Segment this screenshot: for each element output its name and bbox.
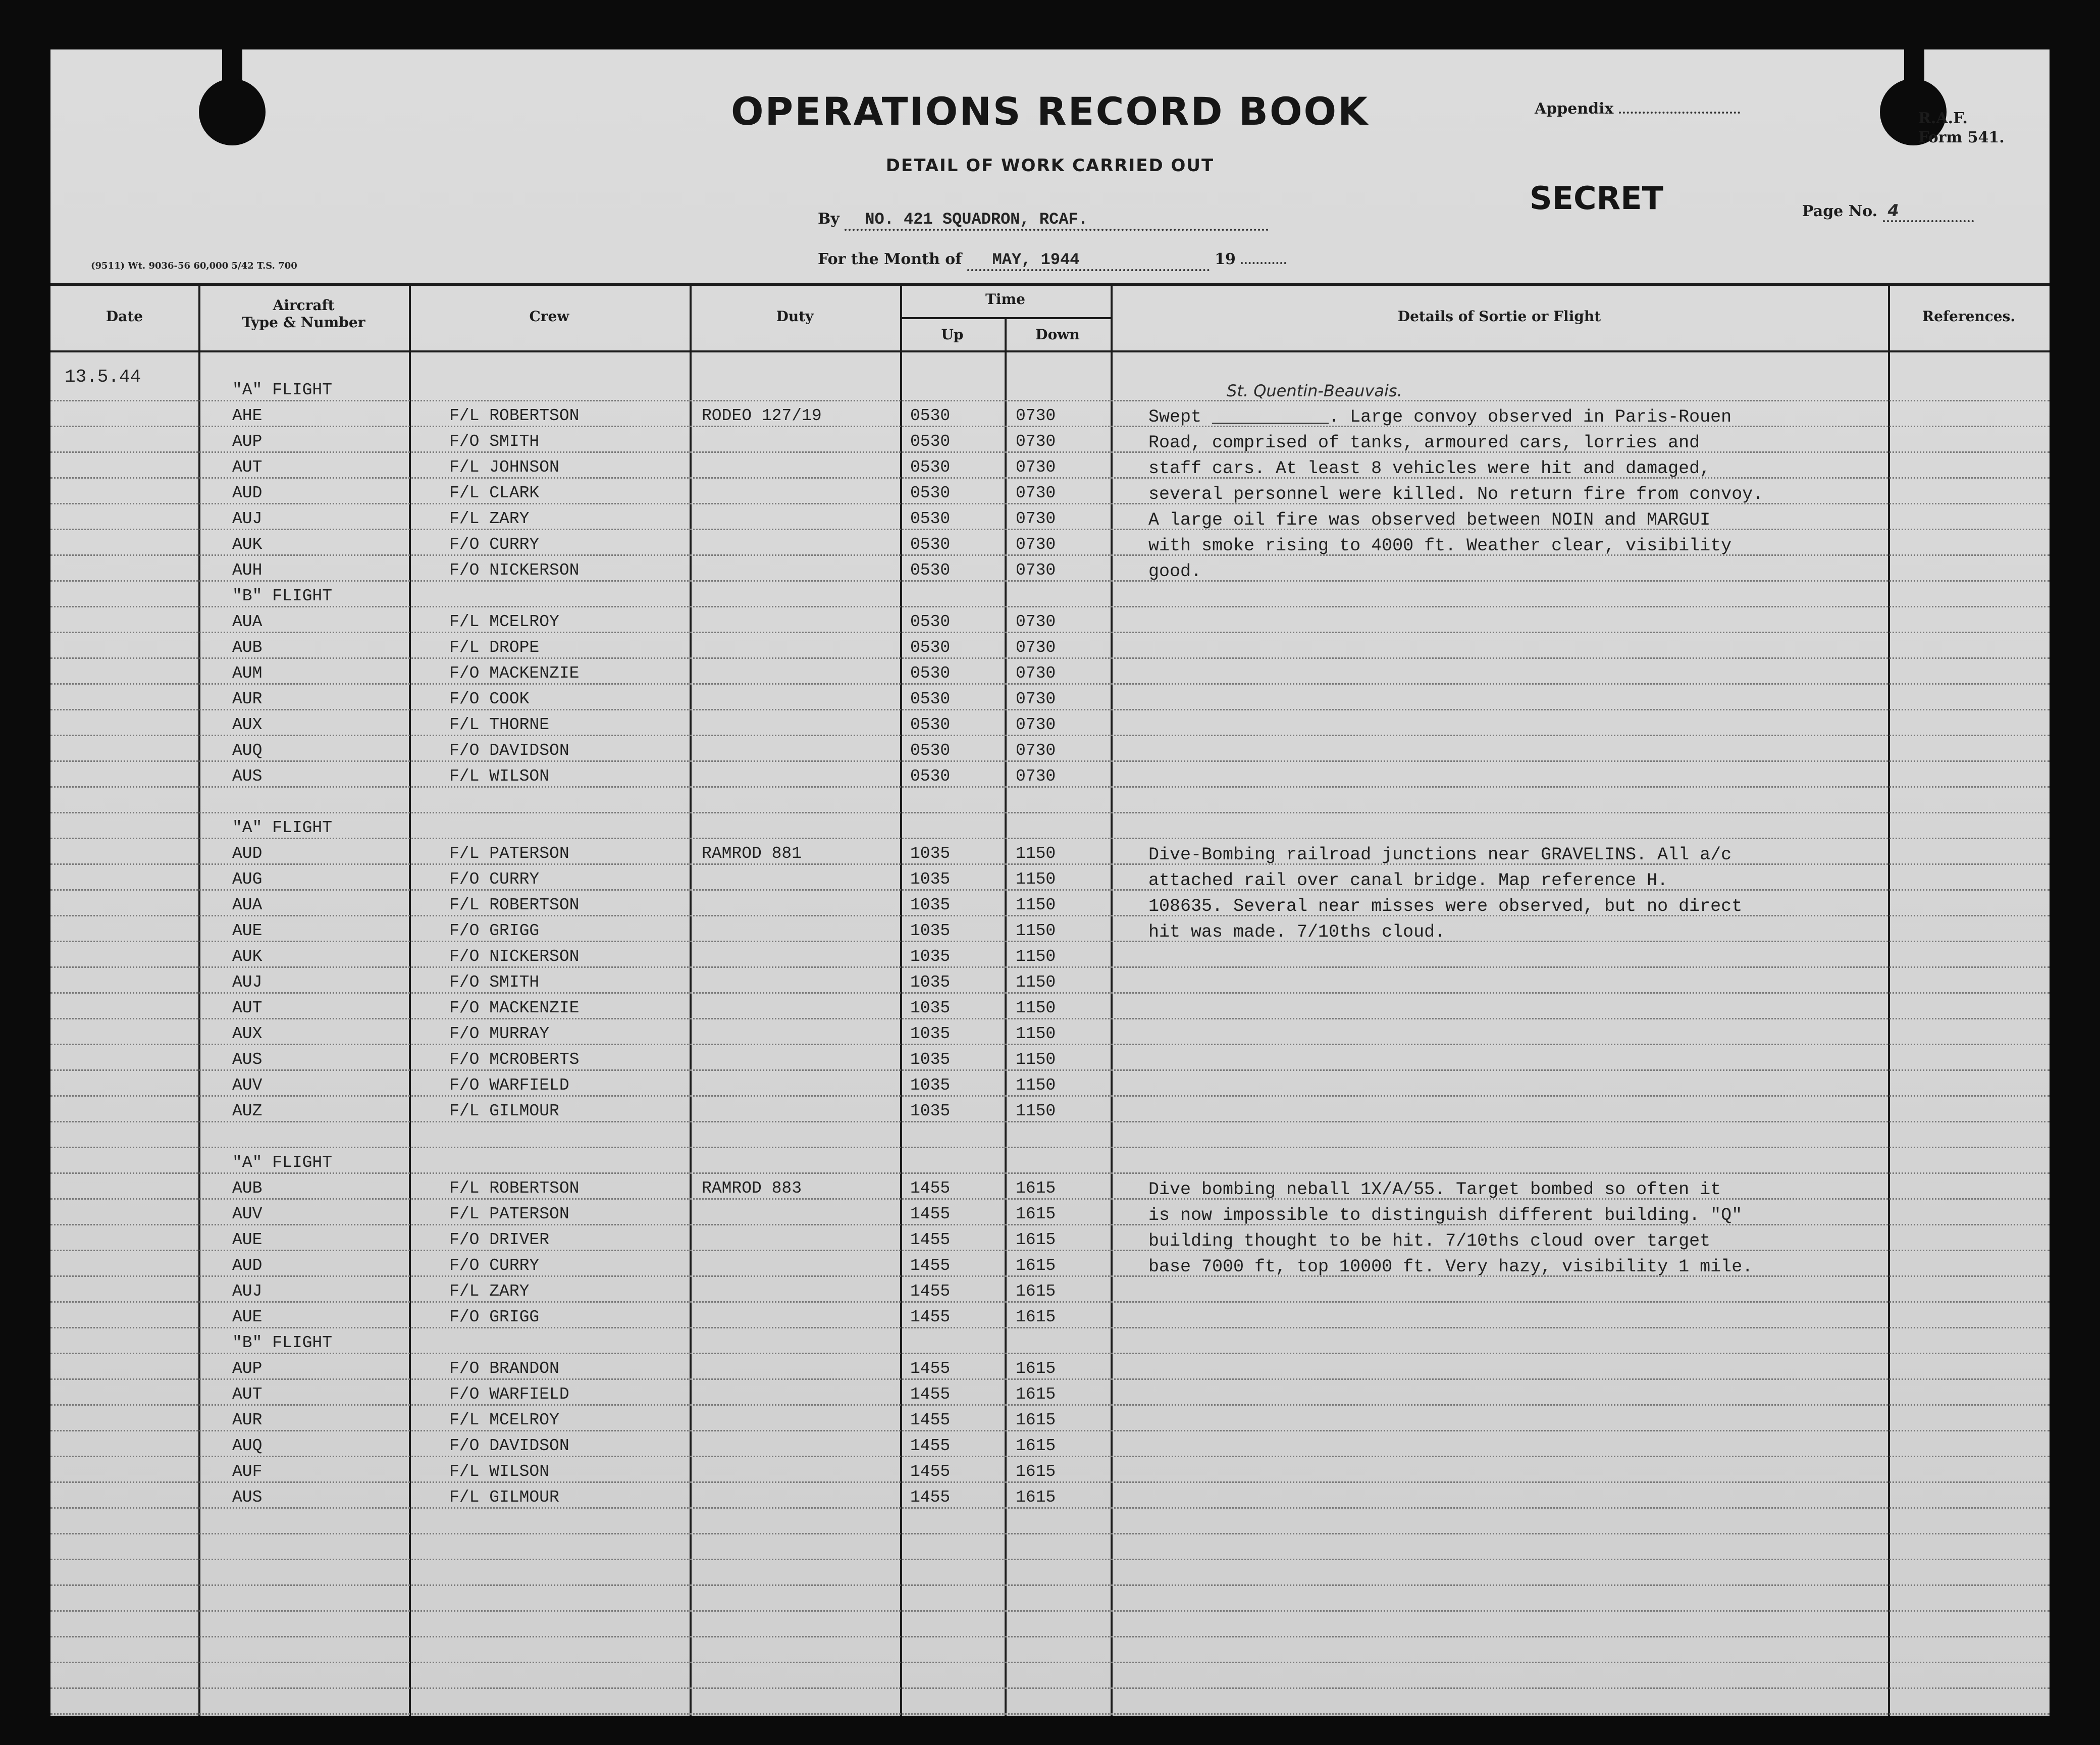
table-top-rule — [50, 283, 2050, 286]
aircraft-cell: AUD — [232, 1256, 262, 1275]
time-down-cell: 0730 — [1016, 484, 1056, 502]
form-title: OPERATIONS RECORD BOOK — [730, 89, 1370, 134]
crew-cell: F/O DRIVER — [449, 1230, 550, 1249]
time-down-cell: 0730 — [1016, 509, 1056, 528]
aircraft-cell: "A" FLIGHT — [232, 818, 333, 837]
ruled-line — [50, 1095, 2050, 1097]
crew-cell: F/O COOK — [449, 690, 530, 708]
ruled-line — [50, 477, 2050, 479]
ruled-line — [50, 1662, 2050, 1663]
aircraft-cell: AUS — [232, 1488, 262, 1507]
crew-cell: F/L ZARY — [449, 1282, 530, 1301]
aircraft-cell: AUX — [232, 715, 262, 734]
time-up-cell: 1035 — [910, 1102, 951, 1120]
col-time: Time — [985, 291, 1025, 307]
ruled-line — [50, 1713, 2050, 1715]
col-date: Date — [106, 308, 143, 325]
ruled-line — [50, 786, 2050, 788]
time-up-cell: 1035 — [910, 844, 951, 863]
aircraft-cell: AUT — [232, 999, 262, 1017]
aircraft-cell: AUX — [232, 1024, 262, 1043]
crew-cell: F/O WARFIELD — [449, 1385, 569, 1404]
time-down-cell: 1615 — [1016, 1436, 1056, 1455]
crew-cell: F/O CURRY — [449, 870, 540, 889]
time-up-cell: 1035 — [910, 947, 951, 966]
detail-line: good. — [1148, 561, 1202, 582]
crew-cell: F/L ROBERTSON — [449, 406, 580, 425]
time-up-cell: 1035 — [910, 999, 951, 1017]
ruled-line — [50, 1481, 2050, 1483]
duty-cell: RAMROD 881 — [702, 844, 802, 863]
page-label: Page No. — [1802, 202, 1878, 220]
col-details: Details of Sortie or Flight — [1397, 308, 1601, 325]
crew-cell: F/O MURRAY — [449, 1024, 550, 1043]
ruled-line — [50, 400, 2050, 401]
time-up-cell: 0530 — [910, 638, 951, 657]
aircraft-cell: AUG — [232, 870, 262, 889]
ruled-line — [50, 1559, 2050, 1560]
aircraft-cell: AUE — [232, 1230, 262, 1249]
time-down-cell: 0730 — [1016, 664, 1056, 683]
crew-cell: F/O BRANDON — [449, 1359, 559, 1378]
time-up-cell: 0530 — [910, 715, 951, 734]
crew-cell: F/L THORNE — [449, 715, 550, 734]
detail-line: with smoke rising to 4000 ft. Weather clear, visibility — [1148, 536, 1732, 556]
year-blank — [1241, 262, 1286, 264]
aircraft-cell: AUF — [232, 1462, 262, 1481]
form-number-line2: Form 541. — [1918, 129, 2005, 146]
time-up-cell: 1035 — [910, 870, 951, 889]
crew-cell: F/L JOHNSON — [449, 458, 559, 477]
detail-line: 108635. Several near misses were observed, but no direct — [1148, 896, 1743, 916]
time-up-cell: 0530 — [910, 406, 951, 425]
time-down-cell: 1615 — [1016, 1282, 1056, 1301]
crew-cell: F/O NICKERSON — [449, 947, 580, 966]
crew-cell: F/L PATERSON — [449, 844, 569, 863]
aircraft-cell: AUA — [232, 896, 262, 914]
time-down-cell: 1615 — [1016, 1205, 1056, 1223]
crew-cell: F/L GILMOUR — [449, 1488, 559, 1507]
aircraft-cell: AUJ — [232, 973, 262, 992]
aircraft-cell: AUA — [232, 612, 262, 631]
time-down-cell: 0730 — [1016, 767, 1056, 786]
col-divider-3 — [690, 283, 692, 1716]
aircraft-cell: AUD — [232, 484, 262, 502]
aircraft-cell: AUT — [232, 1385, 262, 1404]
time-down-cell: 1150 — [1016, 896, 1056, 914]
time-down-cell: 1615 — [1016, 1230, 1056, 1249]
aircraft-cell: "A" FLIGHT — [232, 381, 333, 399]
detail-line: Road, comprised of tanks, armoured cars, lorries and — [1148, 433, 1700, 453]
ruled-line — [50, 1301, 2050, 1303]
time-up-cell: 1455 — [910, 1385, 951, 1404]
ruled-line — [50, 1507, 2050, 1509]
crew-cell: F/O SMITH — [449, 973, 540, 992]
ruled-line — [50, 966, 2050, 968]
ruled-line — [50, 1353, 2050, 1354]
time-up-cell: 0530 — [910, 690, 951, 708]
time-up-cell: 0530 — [910, 741, 951, 760]
aircraft-cell: AUR — [232, 690, 262, 708]
time-down-cell: 0730 — [1016, 458, 1056, 477]
aircraft-cell: AUK — [232, 535, 262, 554]
col-divider-6 — [1111, 283, 1113, 1716]
time-down-cell: 1615 — [1016, 1462, 1056, 1481]
ruled-line — [50, 1069, 2050, 1071]
print-code: (9511) Wt. 9036-56 60,000 5/42 T.S. 700 — [91, 261, 297, 271]
col-up: Up — [941, 326, 964, 343]
crew-cell: F/L ZARY — [449, 509, 530, 528]
crew-cell: F/O WARFIELD — [449, 1076, 569, 1095]
ruled-line — [50, 1584, 2050, 1586]
aircraft-cell: AUE — [232, 1308, 262, 1326]
time-up-cell: 0530 — [910, 535, 951, 554]
aircraft-cell: AUP — [232, 1359, 262, 1378]
ruled-line — [50, 709, 2050, 710]
time-up-cell: 0530 — [910, 612, 951, 631]
time-up-cell: 0530 — [910, 484, 951, 502]
ruled-line — [50, 863, 2050, 865]
ruled-line — [50, 426, 2050, 427]
aircraft-cell: AUP — [232, 432, 262, 451]
detail-line: Dive-Bombing railroad junctions near GRAVELINS. All a/c — [1148, 845, 1732, 865]
time-up-cell: 1455 — [910, 1436, 951, 1455]
ruled-line — [50, 941, 2050, 942]
year-suffix: 19 — [1215, 250, 1236, 268]
time-up-cell: 1455 — [910, 1359, 951, 1378]
ruled-line — [50, 451, 2050, 453]
time-down-cell: 1615 — [1016, 1256, 1056, 1275]
month-label: For the Month of — [818, 250, 962, 268]
entry-date: 13.5.44 — [65, 367, 141, 387]
month-value: MAY, 1944 — [967, 250, 1210, 271]
col-crew: Crew — [529, 308, 569, 325]
time-down-cell: 1150 — [1016, 1076, 1056, 1095]
ruled-line — [50, 1044, 2050, 1045]
time-down-cell: 0730 — [1016, 638, 1056, 657]
ruled-line — [50, 760, 2050, 762]
time-down-cell: 1150 — [1016, 1050, 1056, 1069]
crew-cell: F/O MACKENZIE — [449, 999, 580, 1017]
time-down-cell: 1615 — [1016, 1308, 1056, 1326]
col-divider-5 — [1005, 317, 1007, 1716]
crew-cell: F/L PATERSON — [449, 1205, 569, 1223]
ruled-line — [50, 1224, 2050, 1225]
detail-line: Swept ___________. Large convoy observed in Paris-Rouen — [1148, 407, 1732, 427]
detail-line: several personnel were killed. No return fire from convoy. — [1148, 484, 1764, 504]
crew-cell: F/O MACKENZIE — [449, 664, 580, 683]
ruled-line — [50, 554, 2050, 556]
ruled-line — [50, 1198, 2050, 1200]
time-down-cell: 0730 — [1016, 561, 1056, 580]
ruled-line — [50, 838, 2050, 839]
time-up-cell: 1035 — [910, 973, 951, 992]
ruled-line — [50, 1404, 2050, 1406]
aircraft-cell: AUJ — [232, 509, 262, 528]
time-up-cell: 1035 — [910, 896, 951, 914]
crew-cell: F/L MCELROY — [449, 1411, 559, 1429]
appendix-blank — [1619, 112, 1740, 114]
time-up-cell: 0530 — [910, 432, 951, 451]
appendix-label: Appendix — [1535, 100, 1614, 118]
crew-cell: F/L GILMOUR — [449, 1102, 559, 1120]
aircraft-cell: AHE — [232, 406, 262, 425]
time-up-cell: 1455 — [910, 1179, 951, 1198]
time-down-cell: 0730 — [1016, 612, 1056, 631]
page-number: 4 — [1883, 201, 1974, 222]
time-down-cell: 0730 — [1016, 406, 1056, 425]
ruled-line — [50, 1327, 2050, 1328]
ruled-line — [50, 915, 2050, 916]
record-sheet — [50, 49, 2050, 1716]
time-up-cell: 1455 — [910, 1205, 951, 1223]
time-down-cell: 1615 — [1016, 1385, 1056, 1404]
crew-cell: F/O GRIGG — [449, 1308, 540, 1326]
aircraft-cell: AUS — [232, 767, 262, 786]
duty-cell: RODEO 127/19 — [702, 406, 822, 425]
aircraft-cell: AUB — [232, 1179, 262, 1198]
crew-cell: F/O CURRY — [449, 1256, 540, 1275]
time-down-cell: 0730 — [1016, 741, 1056, 760]
time-down-cell: 1150 — [1016, 844, 1056, 863]
crew-cell: F/O MCROBERTS — [449, 1050, 580, 1069]
time-down-cell: 1150 — [1016, 1102, 1056, 1120]
ruled-line — [50, 1430, 2050, 1431]
crew-cell: F/O SMITH — [449, 432, 540, 451]
ruled-line — [50, 606, 2050, 607]
form-subtitle: DETAIL OF WORK CARRIED OUT — [885, 156, 1215, 176]
aircraft-cell: AUT — [232, 458, 262, 477]
col-aircraft — [198, 297, 409, 331]
aircraft-cell: AUQ — [232, 741, 262, 760]
col-duty: Duty — [776, 308, 814, 325]
time-up-cell: 0530 — [910, 509, 951, 528]
time-down-cell: 0730 — [1016, 690, 1056, 708]
aircraft-cell: AUH — [232, 561, 262, 580]
time-down-cell: 1150 — [1016, 1024, 1056, 1043]
aircraft-cell: "A" FLIGHT — [232, 1153, 333, 1172]
time-down-cell: 1615 — [1016, 1179, 1056, 1198]
by-label: By — [818, 210, 839, 228]
ruled-line — [50, 992, 2050, 994]
time-down-cell: 1615 — [1016, 1411, 1056, 1429]
time-down-cell: 0730 — [1016, 432, 1056, 451]
time-up-cell: 1455 — [910, 1230, 951, 1249]
aircraft-cell: AUJ — [232, 1282, 262, 1301]
aircraft-cell: AUM — [232, 664, 262, 683]
col-divider-2 — [409, 283, 411, 1716]
ruled-line — [50, 1687, 2050, 1689]
crew-cell: F/L ROBERTSON — [449, 896, 580, 914]
detail-line: building thought to be hit. 7/10ths cloud over target — [1148, 1231, 1711, 1251]
col-divider-1 — [198, 283, 200, 1716]
ruled-line — [50, 1172, 2050, 1174]
ruled-line — [50, 1610, 2050, 1612]
aircraft-cell: AUE — [232, 921, 262, 940]
col-divider-7 — [1888, 283, 1890, 1716]
time-up-cell: 0530 — [910, 458, 951, 477]
ruled-line — [50, 1250, 2050, 1251]
col-aircraft-line1: Aircraft — [273, 297, 335, 314]
detail-line: staff cars. At least 8 vehicles were hit and damaged, — [1148, 458, 1711, 479]
time-down-cell: 1150 — [1016, 973, 1056, 992]
time-up-cell: 1035 — [910, 1050, 951, 1069]
crew-cell: F/O GRIGG — [449, 921, 540, 940]
time-up-cell: 1035 — [910, 921, 951, 940]
crew-cell: F/O DAVIDSON — [449, 741, 569, 760]
ruled-line — [50, 683, 2050, 685]
detail-line: base 7000 ft, top 10000 ft. Very hazy, visibility 1 mile. — [1148, 1257, 1753, 1277]
detail-line: hit was made. 7/10ths cloud. — [1148, 922, 1446, 942]
time-up-cell: 0530 — [910, 767, 951, 786]
time-down-cell: 1150 — [1016, 999, 1056, 1017]
detail-line: is now impossible to distinguish different building. "Q" — [1148, 1205, 1743, 1225]
ruled-line — [50, 632, 2050, 633]
crew-cell: F/O DAVIDSON — [449, 1436, 569, 1455]
ruled-line — [50, 1456, 2050, 1457]
ruled-line — [50, 735, 2050, 736]
ruled-line — [50, 1378, 2050, 1380]
duty-cell: RAMROD 883 — [702, 1179, 802, 1198]
time-up-cell: 1455 — [910, 1282, 951, 1301]
month-field — [818, 250, 1286, 271]
detail-line: A large oil fire was observed between NOIN and MARGUI — [1148, 510, 1711, 530]
aircraft-cell: "B" FLIGHT — [232, 1333, 333, 1352]
ruled-line — [50, 1147, 2050, 1148]
time-up-cell: 1035 — [910, 1076, 951, 1095]
time-up-cell: 1455 — [910, 1462, 951, 1481]
crew-cell: F/O NICKERSON — [449, 561, 580, 580]
appendix-field — [1535, 100, 1740, 118]
detail-line: Dive bombing neball 1X/A/55. Target bombed so often it — [1148, 1179, 1721, 1200]
crew-cell: F/L MCELROY — [449, 612, 559, 631]
header-bottom-rule — [50, 350, 2050, 352]
crew-cell: F/L ROBERTSON — [449, 1179, 580, 1198]
col-references: References. — [1922, 308, 2016, 325]
page-field — [1802, 201, 1974, 222]
ruled-line — [50, 529, 2050, 530]
aircraft-cell: AUV — [232, 1205, 262, 1223]
time-up-cell: 0530 — [910, 561, 951, 580]
ruled-line — [50, 889, 2050, 891]
time-down-cell: 1150 — [1016, 870, 1056, 889]
by-field — [818, 210, 1269, 231]
time-up-cell: 1455 — [910, 1411, 951, 1429]
crew-cell: F/L CLARK — [449, 484, 540, 502]
crew-cell: F/O CURRY — [449, 535, 540, 554]
aircraft-cell: AUQ — [232, 1436, 262, 1455]
aircraft-cell: "B" FLIGHT — [232, 587, 333, 605]
col-down: Down — [1035, 326, 1080, 343]
aircraft-cell: AUV — [232, 1076, 262, 1095]
form-number — [1918, 109, 2005, 147]
time-down-cell: 1150 — [1016, 921, 1056, 940]
col-aircraft-line2: Type & Number — [242, 314, 365, 331]
aircraft-cell: AUB — [232, 638, 262, 657]
time-up-cell: 1455 — [910, 1488, 951, 1507]
col-divider-4 — [900, 283, 902, 1716]
crew-cell: F/L WILSON — [449, 767, 550, 786]
ruled-line — [50, 812, 2050, 813]
classification-stamp: SECRET — [1530, 180, 1663, 217]
crew-cell: F/L WILSON — [449, 1462, 550, 1481]
detail-line: attached rail over canal bridge. Map reference H. — [1148, 870, 1668, 891]
ruled-line — [50, 1121, 2050, 1122]
time-down-cell: 1615 — [1016, 1359, 1056, 1378]
unit-value: NO. 421 SQUADRON, RCAF. — [845, 210, 1269, 231]
crew-cell: F/L DROPE — [449, 638, 540, 657]
aircraft-cell: AUK — [232, 947, 262, 966]
aircraft-cell: AUZ — [232, 1102, 262, 1120]
time-up-cell: 0530 — [910, 664, 951, 683]
ruled-line — [50, 657, 2050, 659]
time-down-cell: 1615 — [1016, 1488, 1056, 1507]
time-up-cell: 1035 — [910, 1024, 951, 1043]
aircraft-cell: AUR — [232, 1411, 262, 1429]
ruled-line — [50, 580, 2050, 582]
ruled-line — [50, 1018, 2050, 1019]
aircraft-cell: AUS — [232, 1050, 262, 1069]
aircraft-cell: AUD — [232, 844, 262, 863]
time-down-cell: 1150 — [1016, 947, 1056, 966]
time-down-cell: 0730 — [1016, 715, 1056, 734]
ruled-line — [50, 1533, 2050, 1534]
handwritten-annotation: St. Quentin-Beauvais. — [1227, 381, 1402, 400]
time-up-cell: 1455 — [910, 1308, 951, 1326]
time-up-cell: 1455 — [910, 1256, 951, 1275]
ruled-line — [50, 1636, 2050, 1637]
form-number-line1: R.A.F. — [1918, 110, 1968, 127]
time-down-cell: 0730 — [1016, 535, 1056, 554]
